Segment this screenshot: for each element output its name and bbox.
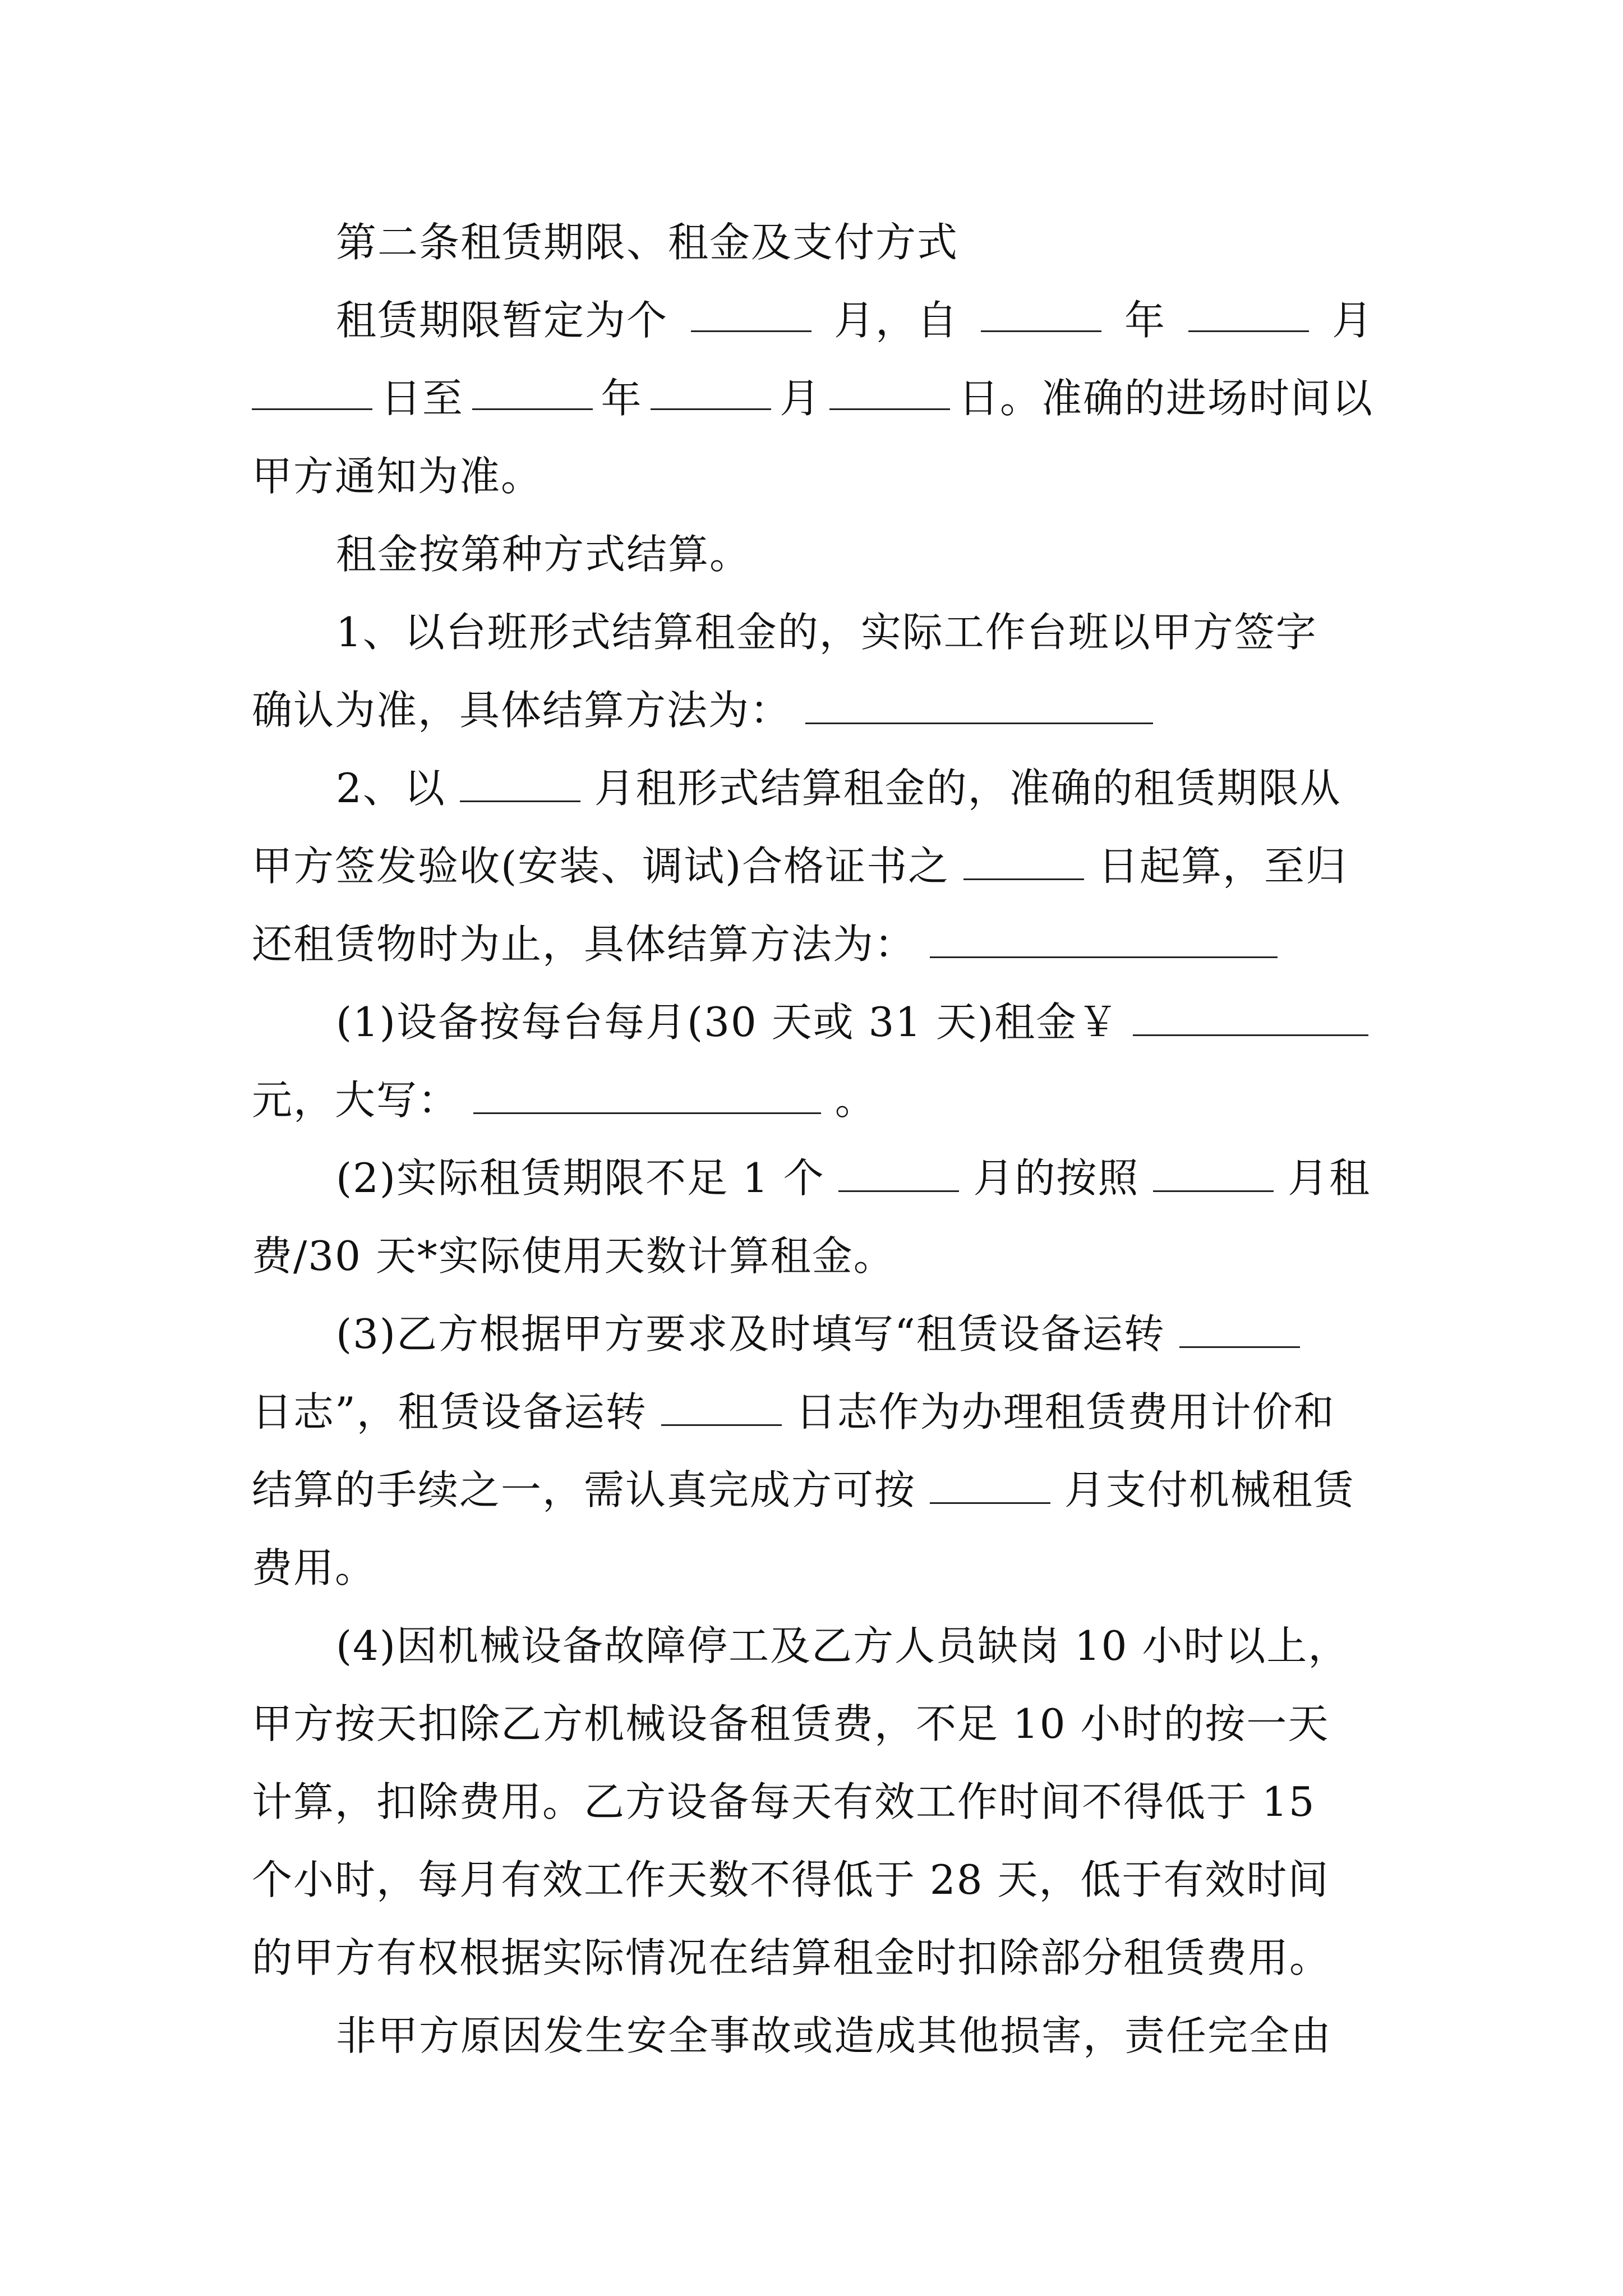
text-segment: 日至 — [380, 375, 464, 422]
settlement-method-line — [336, 527, 1458, 581]
blank-field — [981, 293, 1101, 332]
text-segment: (1)设备按每台每月(30 天或 31 天)租金￥ — [336, 999, 1119, 1046]
text-segment: (4)因机械设备故障停工及乙方人员缺岗 10 小时以上， — [336, 1622, 1350, 1669]
blank-field — [805, 685, 1153, 724]
blank-field — [1179, 1309, 1300, 1348]
lease-term-line-3 — [252, 449, 1373, 503]
text-segment: (2)实际租赁期限不足 1 个 — [336, 1154, 825, 1202]
item-2-line-1 — [336, 761, 1373, 815]
text-segment: 的甲方有权根据实际情况在结算租金时扣除部分租赁费用。 — [252, 1934, 1331, 1981]
item-2-3-line-4 — [252, 1541, 1373, 1595]
text-segment: 1、以台班形式结算租金的，实际工作台班以甲方签字 — [336, 609, 1317, 656]
text-segment: 个小时，每月有效工作天数不得低于 28 天，低于有效时间 — [252, 1856, 1330, 1903]
text-segment: 计算，扣除费用。乙方设备每天有效工作时间不得低于 15 — [252, 1778, 1316, 1825]
text-segment: 2、以 — [336, 765, 446, 812]
section-heading — [336, 215, 1458, 269]
text-segment: 月 — [780, 375, 822, 422]
text-segment: 确认为准，具体结算方法为： — [252, 687, 792, 734]
text-segment: 甲方签发验收(安装、调试)合格证书之 — [252, 843, 950, 890]
item-2-3-line-1 — [336, 1307, 1373, 1361]
blank-field — [963, 841, 1084, 880]
liability-line-1 — [336, 2009, 1373, 2063]
text-segment: 月 — [1331, 297, 1373, 344]
item-2-4-line-2 — [252, 1697, 1373, 1751]
text-segment: 租金按第种方式结算。 — [336, 531, 751, 578]
item-2-2-line-1 — [336, 1151, 1373, 1205]
text-segment: 甲方按天扣除乙方机械设备租赁费，不足 10 小时的按一天 — [252, 1700, 1330, 1747]
item-2-1-line-1 — [336, 995, 1373, 1049]
blank-field — [691, 293, 811, 332]
blank-field — [1133, 997, 1368, 1036]
lease-term-line-2 — [252, 371, 1373, 425]
item-1-line-2 — [252, 683, 1373, 737]
text-segment: 。 — [834, 1076, 877, 1124]
blank-field — [1188, 293, 1309, 332]
text-segment: 月支付机械租赁 — [1064, 1466, 1355, 1513]
text-segment: 费/30 天*实际使用天数计算租金。 — [252, 1232, 895, 1280]
text-segment: 年 — [601, 375, 643, 422]
text-segment: 月租形式结算租金的，准确的租赁期限从 — [594, 765, 1341, 812]
text-segment: 月租 — [1288, 1154, 1371, 1202]
item-2-4-line-4 — [252, 1853, 1373, 1907]
item-2-3-line-3 — [252, 1463, 1373, 1517]
blank-field — [651, 371, 771, 410]
text-segment: 日志作为办理租赁费用计价和 — [795, 1388, 1335, 1435]
text-segment: 年 — [1124, 297, 1166, 344]
item-1-line-1 — [336, 605, 1373, 659]
item-2-4-line-3 — [252, 1775, 1373, 1829]
lease-term-line-1 — [336, 293, 1373, 347]
text-segment: 费用。 — [252, 1544, 377, 1591]
text-segment: 日志”，租赁设备运转 — [252, 1388, 647, 1435]
text-segment: 租赁期限暂定为个 — [336, 297, 668, 344]
text-segment: 元，大写： — [252, 1076, 460, 1124]
blank-field — [930, 1465, 1050, 1504]
blank-field — [460, 763, 580, 802]
text-segment: 日。准确的进场时间以 — [958, 375, 1373, 422]
blank-field — [252, 371, 372, 410]
blank-field — [661, 1387, 782, 1426]
item-2-4-line-1 — [336, 1619, 1373, 1673]
item-2-line-2 — [252, 839, 1373, 893]
text-segment: 日起算，至归 — [1098, 843, 1347, 890]
text-segment: 甲方通知为准。 — [252, 453, 543, 500]
item-2-4-line-5 — [252, 1931, 1373, 1985]
text-segment: (3)乙方根据甲方要求及时填写“租赁设备运转 — [336, 1310, 1165, 1358]
section-heading-text: 第二条租赁期限、租金及支付方式 — [336, 219, 959, 266]
text-segment: 结算的手续之一，需认真完成方可按 — [252, 1466, 916, 1513]
blank-field — [838, 1153, 959, 1192]
item-2-3-line-2 — [252, 1385, 1373, 1439]
text-segment: 月，自 — [833, 297, 958, 344]
blank-field — [473, 1075, 821, 1114]
blank-field — [472, 371, 593, 410]
item-2-line-3 — [252, 917, 1373, 971]
blank-field — [829, 371, 950, 410]
text-segment: 月的按照 — [973, 1154, 1140, 1202]
blank-field — [930, 919, 1278, 958]
item-2-2-line-2 — [252, 1229, 1373, 1283]
item-2-1-line-2 — [252, 1073, 1373, 1127]
text-segment: 非甲方原因发生安全事故或造成其他损害，责任完全由 — [336, 2012, 1332, 2059]
blank-field — [1153, 1153, 1274, 1192]
text-segment: 还租赁物时为止，具体结算方法为： — [252, 921, 916, 968]
